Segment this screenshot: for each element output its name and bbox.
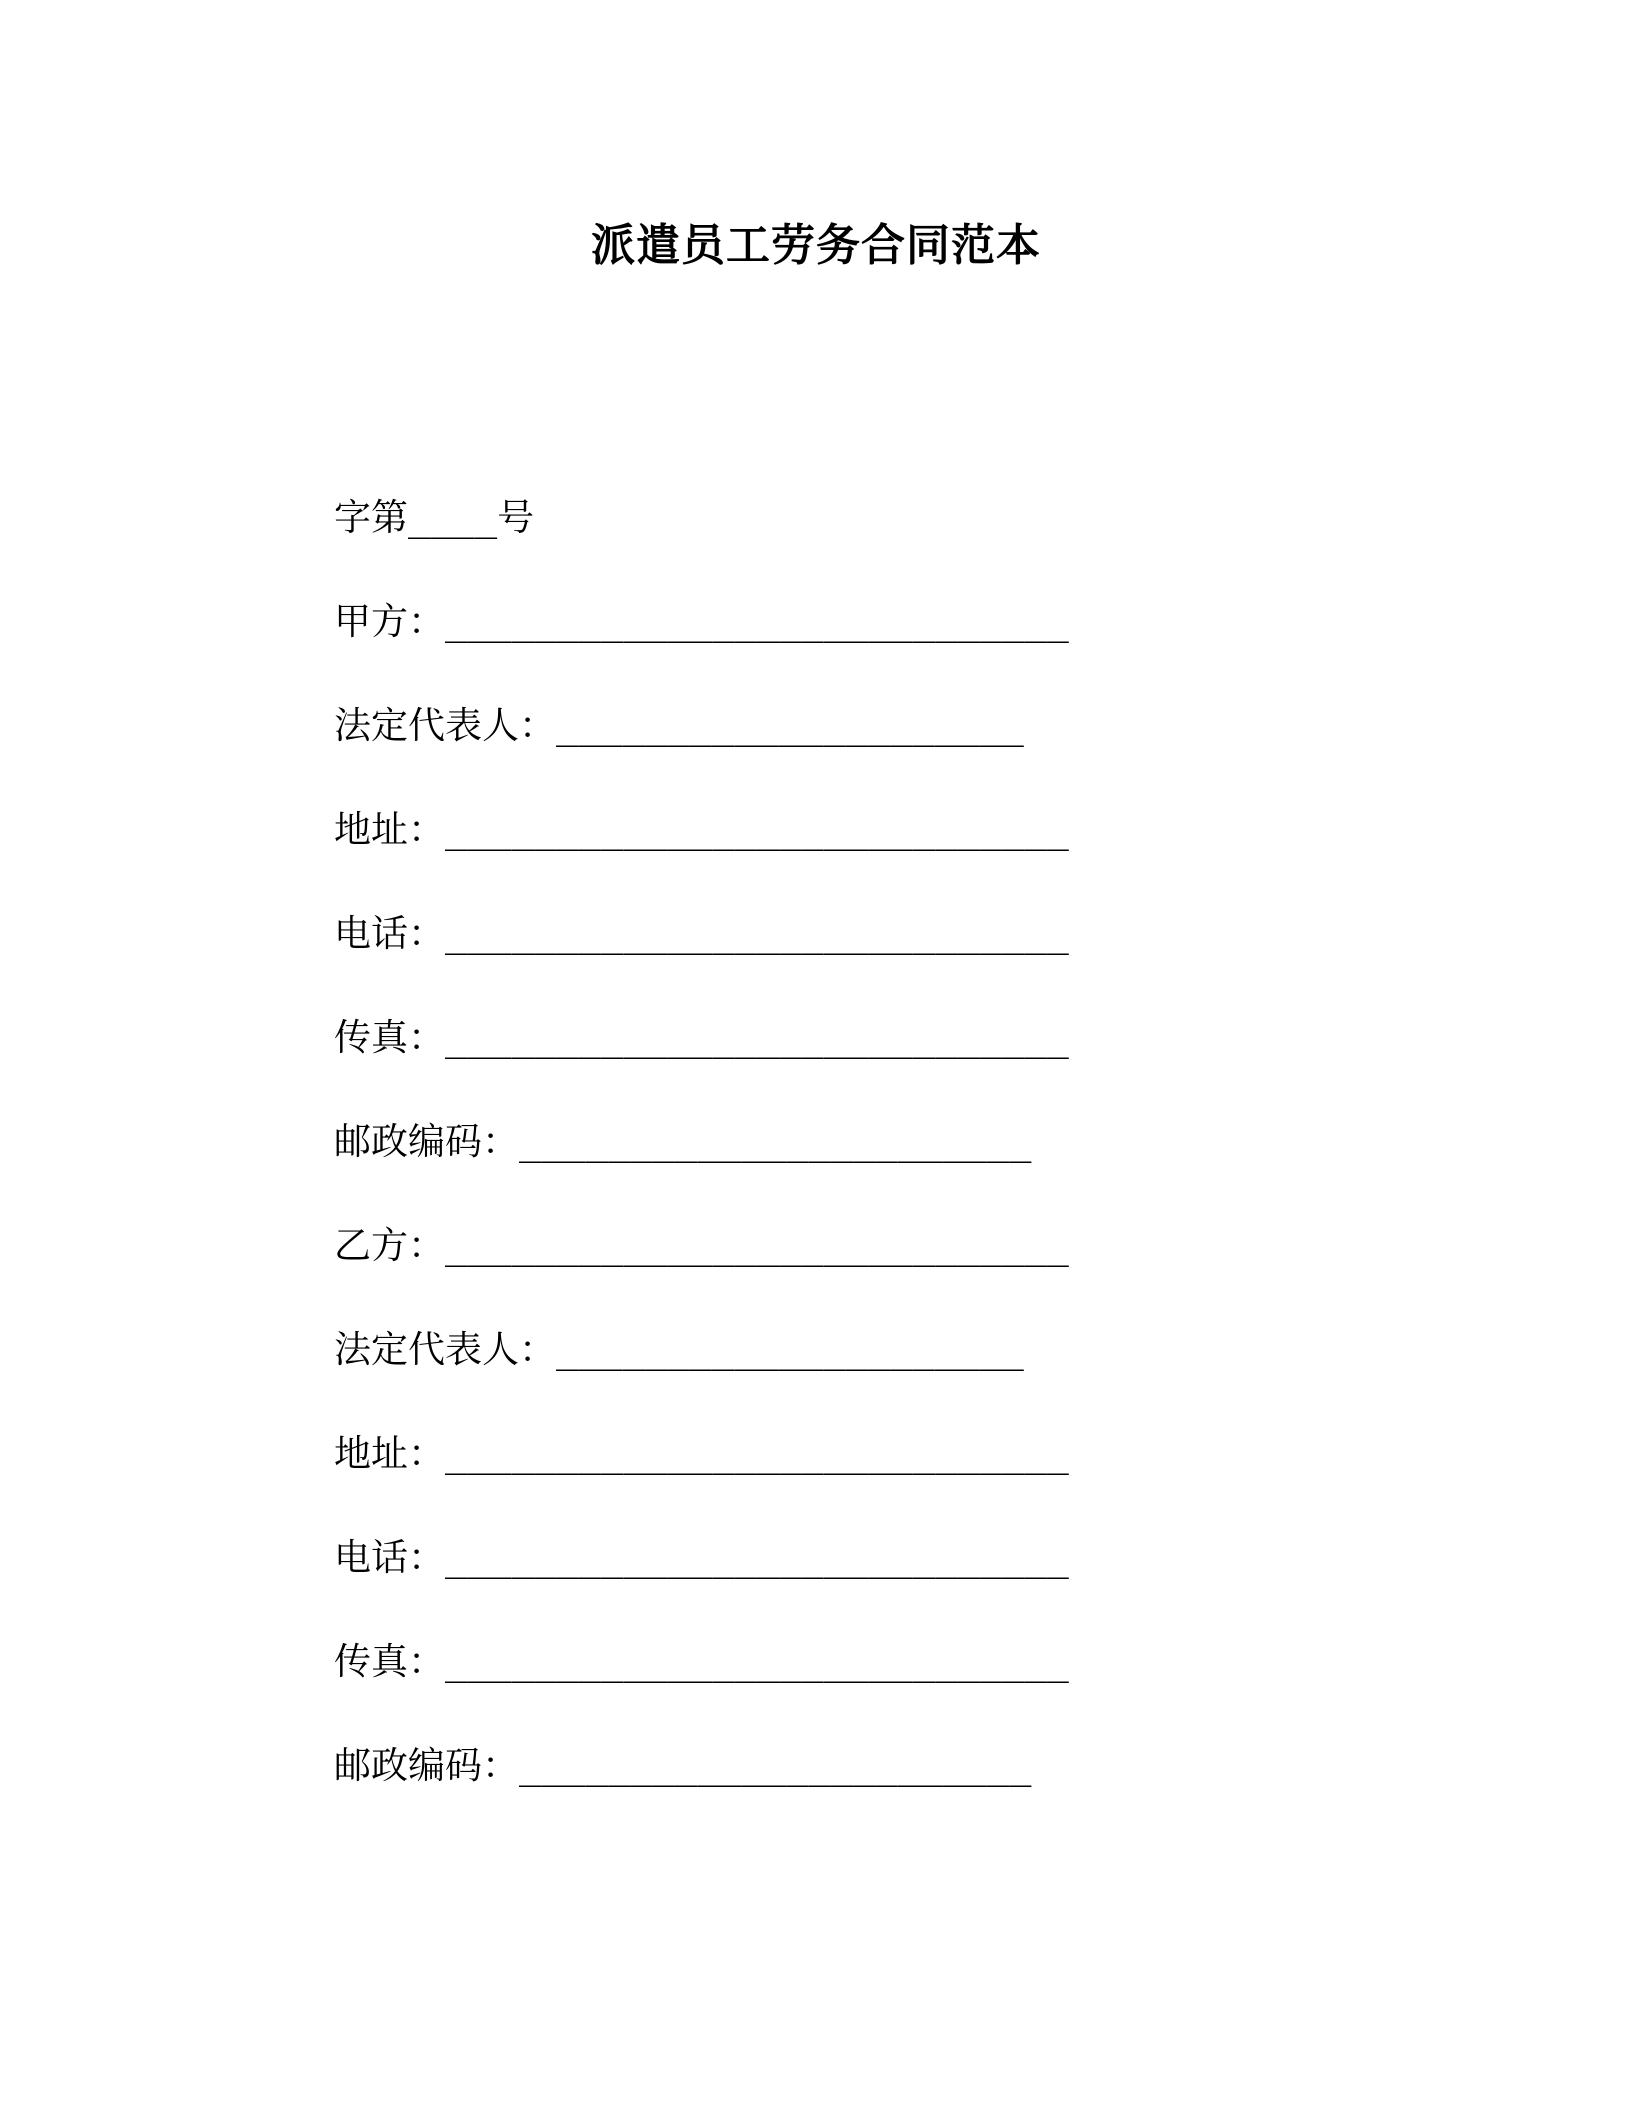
party-b-legal-rep-field [334, 1324, 1234, 1428]
contract-number-line [334, 492, 1234, 596]
fill-blank: ____________________________ [445, 600, 1069, 643]
field-label: 电话： [334, 912, 445, 955]
field-label: 法定代表人： [334, 704, 556, 747]
party-a-fax-field [334, 1012, 1234, 1116]
party-a-phone-field [334, 908, 1234, 1012]
field-label: 法定代表人： [334, 1328, 556, 1371]
party-a-name-field [334, 596, 1234, 700]
field-label: 邮政编码： [334, 1120, 519, 1163]
party-b-postcode-field [334, 1740, 1234, 1844]
party-b-fax-field [334, 1636, 1234, 1740]
field-label: 甲方： [334, 600, 445, 643]
field-label: 地址： [334, 1432, 445, 1475]
contract-number-blank: ____ [408, 496, 498, 539]
party-b-phone-field [334, 1532, 1234, 1636]
fill-blank: ____________________________ [445, 1536, 1069, 1579]
fill-blank: ____________________________ [445, 912, 1069, 955]
field-label: 地址： [334, 808, 445, 851]
party-a-postcode-field [334, 1116, 1234, 1220]
contract-number-prefix: 字第 [334, 496, 408, 539]
fill-blank: _____________________ [556, 1328, 1024, 1371]
document-title: 派遣员工劳务合同范本 [591, 220, 1041, 271]
fill-blank: _______________________ [519, 1744, 1032, 1787]
contract-number-suffix: 号 [497, 496, 535, 539]
fill-blank: ____________________________ [445, 1640, 1069, 1683]
fill-blank: _______________________ [519, 1120, 1032, 1163]
field-label: 传真： [334, 1016, 445, 1059]
field-label: 邮政编码： [334, 1744, 519, 1787]
contract-fields [334, 492, 1234, 1844]
party-b-address-field [334, 1428, 1234, 1532]
party-a-address-field [334, 804, 1234, 908]
fill-blank: ____________________________ [445, 1432, 1069, 1475]
fill-blank: ____________________________ [445, 1224, 1069, 1267]
fill-blank: ____________________________ [445, 1016, 1069, 1059]
fill-blank: _____________________ [556, 704, 1024, 747]
fill-blank: ____________________________ [445, 808, 1069, 851]
field-label: 电话： [334, 1536, 445, 1579]
field-label: 乙方： [334, 1224, 445, 1267]
party-a-legal-rep-field [334, 700, 1234, 804]
party-b-name-field [334, 1220, 1234, 1324]
field-label: 传真： [334, 1640, 445, 1683]
